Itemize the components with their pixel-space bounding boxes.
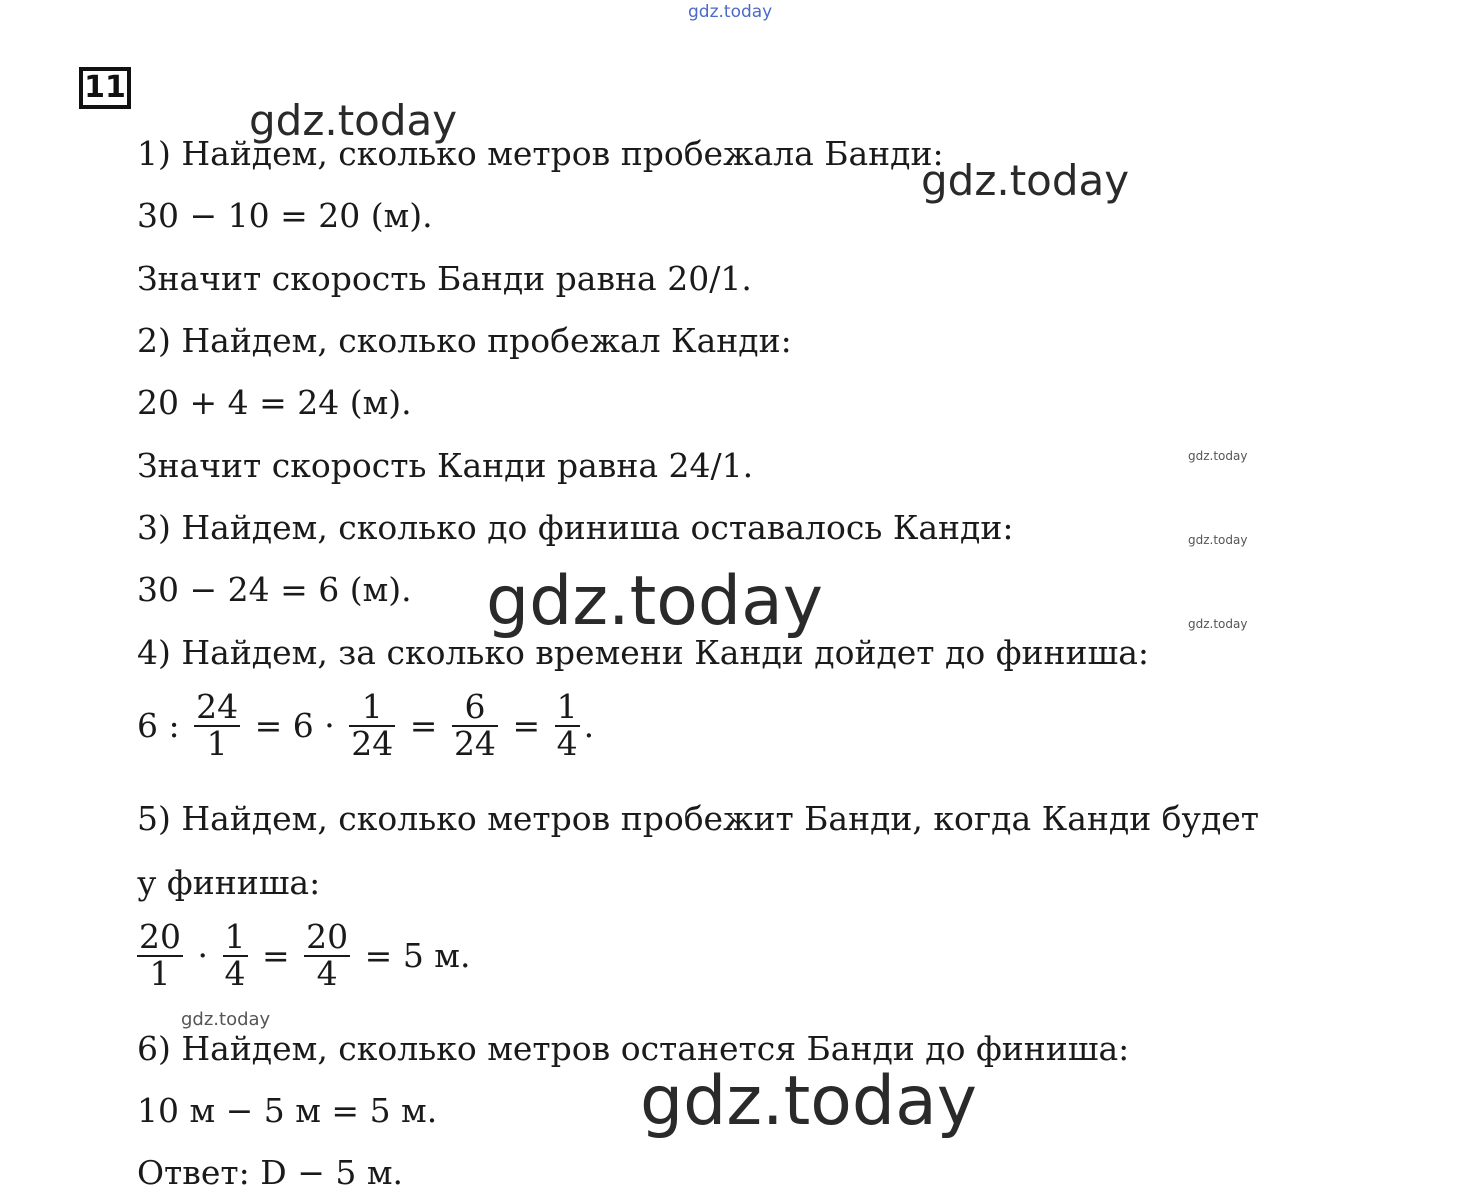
denominator: 4 [556,723,578,763]
watermark-small: gdz.today [1188,617,1248,631]
watermark-large: gdz.today [640,1062,977,1141]
watermark: gdz.today [921,156,1130,205]
numerator: 24 [196,687,239,726]
step-3-text: 3) Найдем, сколько до финиша оставалось Канди: [137,508,1014,547]
fraction [137,917,183,993]
denominator: 4 [224,953,246,993]
eq-operator: · [197,936,208,976]
eq-operator: = [262,936,290,976]
denominator: 4 [316,953,338,993]
fraction [304,917,350,993]
step-6-text: 6) Найдем, сколько метров останется Банди до финиша: [137,1029,1130,1068]
denominator: 24 [453,723,496,763]
watermark: gdz.today [249,96,458,145]
step-2-calc: 20 + 4 = 24 (м). [137,383,412,422]
eq-operator: : [168,706,180,746]
watermark-small: gdz.today [181,1009,271,1030]
step-5-text: 5) Найдем, сколько метров пробежит Банди, когда Канди будет [137,799,1260,838]
eq-result: 5 м. [402,936,471,976]
problem-number: 11 [79,67,131,109]
watermark-large: gdz.today [486,562,823,641]
step-2-conclusion: Значит скорость Канди равна 24/1. [137,446,754,485]
denominator: 1 [149,953,171,993]
fraction [223,917,248,993]
step-5-text-cont: у финиша: [137,863,321,902]
numerator: 1 [556,687,578,726]
eq-term: 6 [292,706,314,746]
step-1-calc: 30 − 10 = 20 (м). [137,196,433,235]
step-3-calc: 30 − 24 = 6 (м). [137,570,412,609]
step-2-text: 2) Найдем, сколько пробежал Канди: [137,321,792,360]
denominator: 1 [206,723,228,763]
step-1-conclusion: Значит скорость Банди равна 20/1. [137,259,752,298]
watermark-small: gdz.today [1188,533,1248,547]
eq-operator: = [512,706,541,746]
denominator: 24 [351,723,394,763]
watermark-small: gdz.today [1188,449,1248,463]
fraction [555,687,580,763]
watermark-top: gdz.today [688,2,773,22]
step-6-calc: 10 м − 5 м = 5 м. [137,1091,438,1130]
numerator: 1 [224,917,246,956]
eq-operator: = [364,936,393,976]
step-4-equation [137,687,595,763]
fraction [452,687,498,763]
step-1-text: 1) Найдем, сколько метров пробежала Банди: [137,134,944,173]
fraction [194,687,240,763]
eq-term: 6 [137,706,158,746]
step-4-text: 4) Найдем, за сколько времени Канди дойдет до финиша: [137,633,1150,672]
numerator: 20 [139,917,181,956]
eq-end: . [583,706,595,746]
numerator: 20 [306,917,349,956]
numerator: 6 [452,690,498,727]
answer: Ответ: D − 5 м. [137,1153,404,1192]
numerator: 1 [349,690,395,727]
fraction [349,687,395,763]
eq-operator: · [324,706,335,746]
step-5-equation [137,917,471,993]
eq-operator: = [254,706,283,746]
eq-operator: = [409,706,438,746]
